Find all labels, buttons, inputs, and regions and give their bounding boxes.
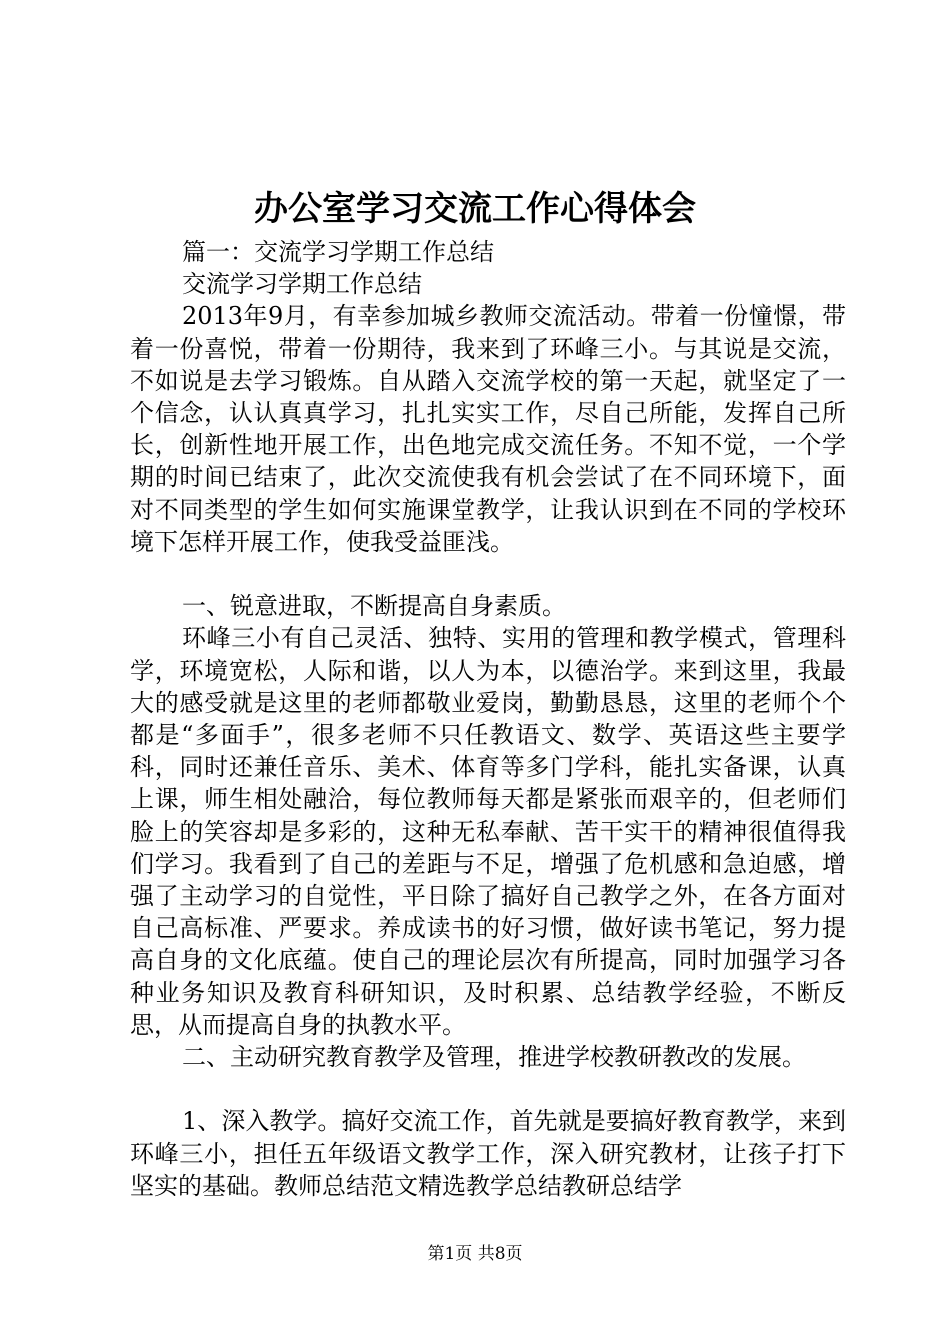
page-number-footer: 第1页 共8页 [427, 1244, 523, 1264]
paragraph-section-one: 环峰三小有自己灵活、独特、实用的管理和教学模式，管理科学，环境宽松，人际和谐，以人为本，以德治学。来到这里，我最大的感受就是这里的老师都敬业爱岗，勤勤恳恳，这里的老师个个都是“多面手”，很多老师不只任教语文、数学、英语这些主要学科，同时还兼任音乐、美术、体育等多门学科，能扎实备课，认真上课，师生相处融洽，每位教师每天都是紧张而艰辛的，但老师们脸上的笑容却是多彩的，这种无私奉献、苦干实干的精神很值得我们学习。我看到了自己的差距与不足，增强了危机感和急迫感，增强了主动学习的自觉性，平日除了搞好自己教学之外，在各方面对自己高标准、严要求。养成读书的好习惯，做好读书笔记，努力提高自身的文化底蕴。使自己的理论层次有所提高，同时加强学习各种业务知识及教育科研知识，及时积累、总结教学经验，不断反思，从而提高自身的执教水平。 [130, 624, 846, 1039]
subheading-part-one: 篇一：交流学习学期工作总结 [182, 238, 494, 266]
document-body [130, 236, 846, 1202]
paragraph-intro: 2013年9月，有幸参加城乡教师交流活动。带着一份憧憬，带着一份喜悦，带着一份期待，我来到了环峰三小。与其说是交流，不如说是去学习锻炼。自从踏入交流学校的第一天起，就坚定了一个信念，认认真真学习，扎扎实实工作，尽自己所能，发挥自己所长，创新性地开展工作，出色地完成交流任务。不知不觉，一个学期的时间已结束了，此次交流使我有机会尝试了在不同环境下，面对不同类型的学生如何实施课堂教学，让我认识到在不同的学校环境下怎样开展工作，使我受益匪浅。 [130, 302, 846, 556]
section-heading-one: 一、锐意进取，不断提高自身素质。 [182, 592, 566, 621]
subheading-summary: 交流学习学期工作总结 [182, 270, 422, 299]
section-heading-two: 二、主动研究教育教学及管理，推进学校教研教改的发展。 [182, 1043, 806, 1072]
blank-line [130, 558, 846, 590]
document-title: 办公室学习交流工作心得体会 [254, 189, 696, 229]
paragraph-teaching: 1、深入教学。搞好交流工作，首先就是要搞好教育教学，来到环峰三小，担任五年级语文教学工作，深入研究教材，让孩子打下坚实的基础。教师总结范文精选教学总结教研总结学 [130, 1107, 846, 1200]
blank-line [130, 1073, 846, 1105]
